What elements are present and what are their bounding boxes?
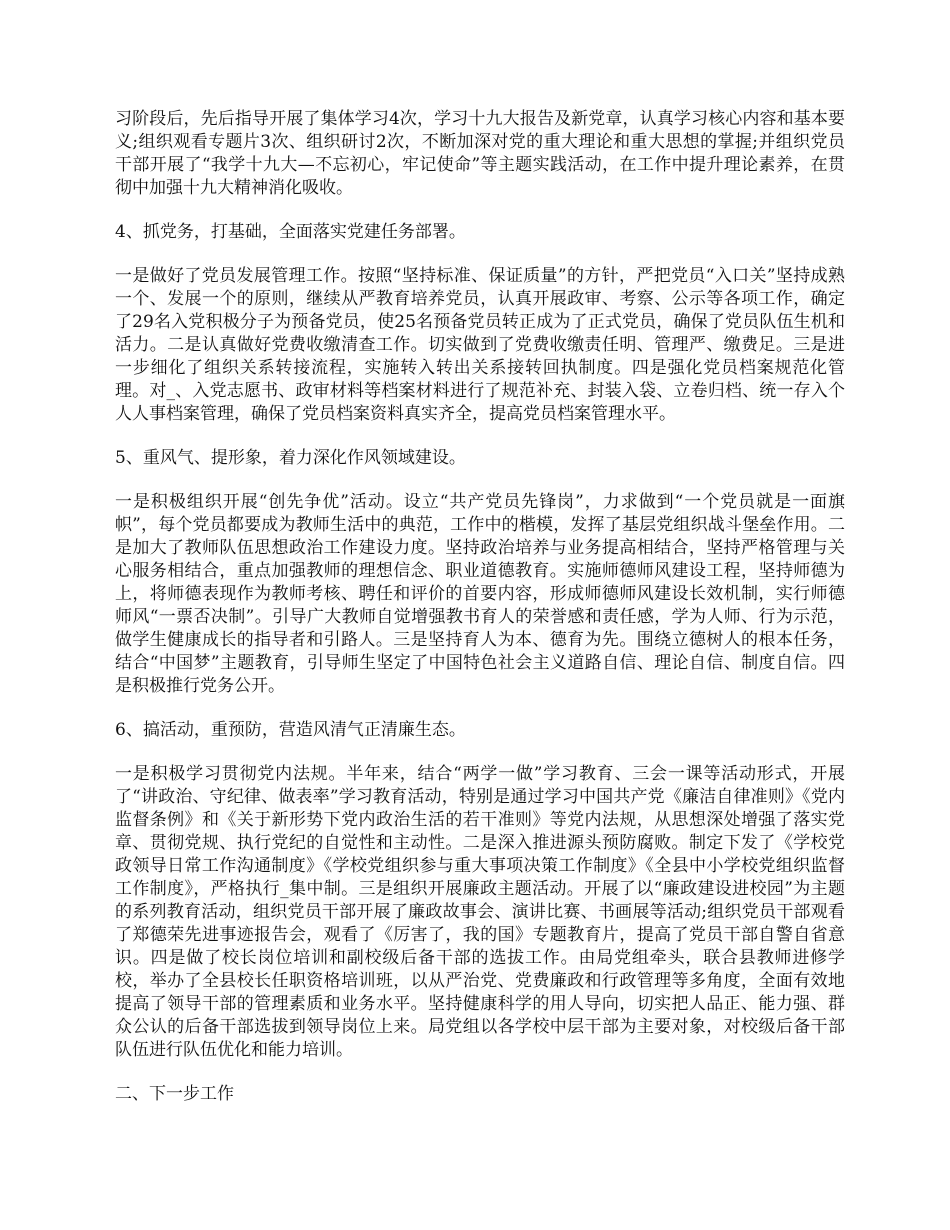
section-heading-5: 5、重风气、提形象，着力深化作风领域建设。: [115, 448, 466, 468]
section-heading-6: 6、搞活动，重预防，营造风清气正清廉生态。: [115, 720, 466, 740]
section-heading-next-steps: 二、下一步工作: [115, 1084, 234, 1104]
paragraph-party-affairs: 一是做好了党员发展管理工作。按照“坚持标准、保证质量”的方针，严把党员“入口关”坚持成熟一个、发展一个的原则，继续从严教育培养党员，认真开展政审、考察、公示等各项工作，确定了29名入党积极分子为预备党员，使25名预备党员转正成为了正式党员，确保了党员队伍生机和活力。二是认真做好党费收缴清查工作。切实做到了党费收缴责任明、管理严、缴费足。三是进一步细化了组织关系转接流程，实施转入转出关系接转回执制度。四是强化党员档案规范化管理。对_、入党志愿书、政审材料等档案材料进行了规范补充、封装入袋、立卷归档、统一存入个人人事档案管理，确保了党员档案资料真实齐全，提高党员档案管理水平。: [115, 266, 845, 424]
section-heading-4: 4、抓党务，打基础，全面落实党建任务部署。: [115, 222, 466, 242]
document-page: [115, 108, 845, 1127]
paragraph-integrity-activities: 一是积极学习贯彻党内法规。半年来，结合“两学一做”学习教育、三会一课等活动形式，开展了“讲政治、守纪律、做表率”学习教育活动，特别是通过学习中国共产党《廉洁自律准则》《党内监督条例》和《关于新形势下党内政治生活的若干准则》等党内法规，从思想深处增强了落实党章、贯彻党规、执行党纪的自觉性和主动性。二是深入推进源头预防腐败。制定下发了《学校党政领导日常工作沟通制度》《学校党组织参与重大事项决策工作制度》《全县中小学校党组织监督工作制度》，严格执行_集中制。三是组织开展廉政主题活动。开展了以“廉政建设进校园”为主题的系列教育活动，组织党员干部开展了廉政故事会、演讲比赛、书画展等活动;组织党员干部观看了郑德荣先进事迹报告会，观看了《厉害了，我的国》专题教育片，提高了党员干部自警自省意识。四是做了校长岗位培训和副校级后备干部的选拔工作。由局党组牵头，联合县教师进修学校，举办了全县校长任职资格培训班，以从严治党、党费廉政和行政管理等多角度，全面有效地提高了领导干部的管理素质和业务水平。坚持健康科学的用人导向，切实把人品正、能力强、群众公认的后备干部选拔到领导岗位上来。局党组以各学校中层干部为主要对象，对校级后备干部队伍进行队伍优化和能力培训。: [115, 764, 845, 1060]
paragraph-study-summary: 习阶段后，先后指导开展了集体学习4次，学习十九大报告及新党章，认真学习核心内容和基本要义;组织观看专题片3次、组织研讨2次，不断加深对党的重大理论和重大思想的掌握;并组织党员干部开展了“我学十九大—不忘初心，牢记使命”等主题实践活动，在工作中提升理论素养，在贯彻中加强十九大精神消化吸收。: [115, 109, 845, 198]
paragraph-work-style: 一是积极组织开展“创先争优”活动。设立“共产党员先锋岗”，力求做到“一个党员就是一面旗帜”，每个党员都要成为教师生活中的典范，工作中的楷模，发挥了基层党组织战斗堡垒作用。二是加大了教师队伍思想政治工作建设力度。坚持政治培养与业务提高相结合，坚持严格管理与关心服务相结合，重点加强教师的理想信念、职业道德教育。实施师德师风建设工程，坚持师德为上，将师德表现作为教师考核、聘任和评价的首要内容，形成师德师风建设长效机制，实行师德师风“一票否决制”。引导广大教师自觉增强教书育人的荣誉感和责任感，学为人师、行为示范，做学生健康成长的指导者和引路人。三是坚持育人为本、德育为先。围绕立德树人的根本任务，结合“中国梦”主题教育，引导师生坚定了中国特色社会主义道路自信、理论自信、制度自信。四是积极推行党务公开。: [115, 492, 845, 696]
